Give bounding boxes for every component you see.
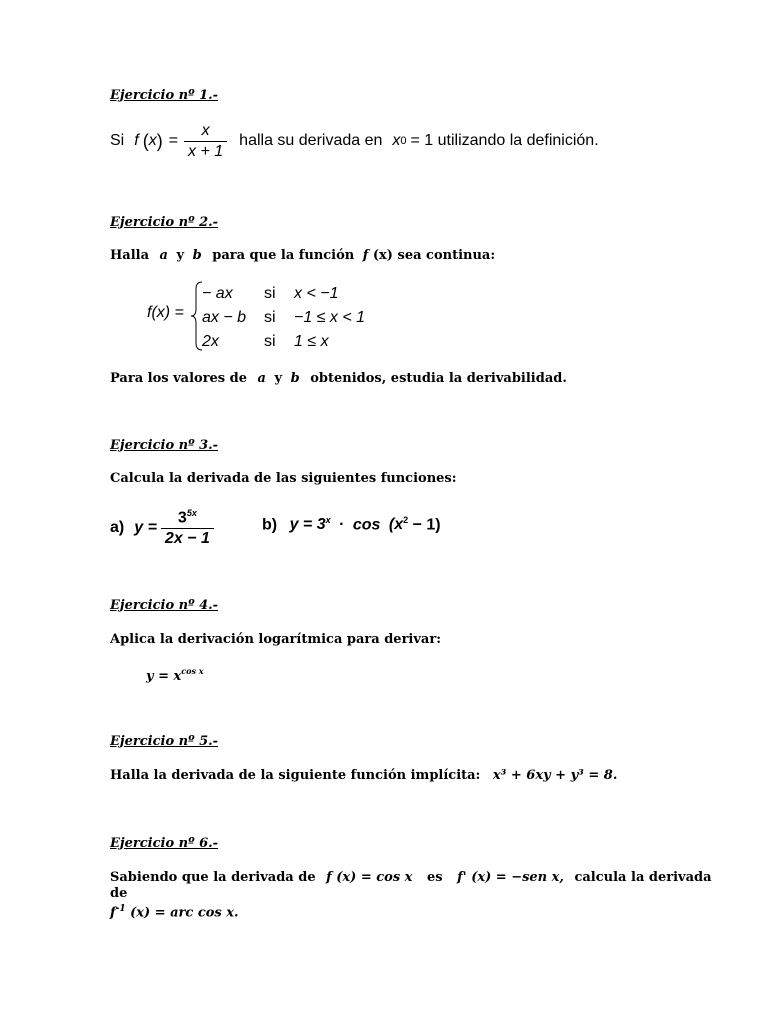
ex1-equals: = [168,132,179,149]
exercise-4-formula [146,666,204,684]
exercise-2-line-2 [110,371,567,386]
ex3-b-dot: · [339,516,345,534]
ex1-x0: x [392,132,401,149]
ex6-arccos: (x) = arc cos x. [130,905,239,921]
ex2-halla: Halla [110,248,150,263]
ex3-a-fraction [161,508,214,548]
exercise-1-heading: Ejercicio nº 1.- [110,88,219,103]
ex2-y: y [274,371,283,386]
exercise-2-line-1 [110,248,495,263]
exercise-3-formula-b [262,515,441,534]
ex1-si: Si [110,132,125,149]
ex1-x0-sub: 0 [400,135,407,147]
piecewise-cond: 1 ≤ x [294,333,329,350]
ex1-f: f [134,132,139,149]
ex1-rparen: ) [156,130,163,151]
ex2-var-a: a [257,371,266,386]
ex2-text-funcion: para que la función [212,248,355,263]
ex6-text-a: Sabiendo que la derivada de [110,870,316,885]
ex2-para-valores: Para los valores de [110,371,248,386]
ex5-formula: x³ + 6xy + y³ = 8. [492,768,618,783]
ex3-a-numerator [174,508,201,528]
ex1-numerator: x [201,121,210,139]
ex1-x: x [148,132,157,149]
ex3-b-arg-end: − 1) [412,516,441,534]
ex2-var-b: b [192,248,202,263]
ex2-text-derivabilidad: obtenidos, estudia la derivabilidad. [310,371,567,386]
exercise-5-line [110,768,617,783]
piecewise-expr: − ax [202,285,233,302]
ex6-inverse-exponent: -1 [115,904,126,914]
ex6-text-b: calcula la derivada [574,870,712,885]
ex1-text-1: halla su derivada en [239,132,383,149]
piecewise-f-label: f(x) = [147,304,184,321]
ex1-text-2: = 1 utilizando la definición. [410,132,599,149]
piecewise-expr: 2x [202,333,219,350]
ex3-b-cos: cos [352,516,381,534]
exercise-4-line: Aplica la derivación logarítmica para derivar: [110,632,441,647]
exercise-3-line: Calcula la derivada de las siguientes funciones: [110,471,457,486]
ex3-a-exponent: 5x [186,507,197,518]
ex1-fraction [184,122,227,161]
exercise-2-heading: Ejercicio nº 2.- [110,215,219,230]
exercise-6-line-3 [110,904,239,920]
ex2-var-a: a [159,248,168,263]
exercise-6-line-1 [110,870,712,885]
piecewise-row [202,282,365,306]
ex3-a-base: 3 [177,509,187,527]
ex6-fprime: f' (x) = −sen x, [457,870,564,885]
exercise-6-line-2: de [110,886,128,901]
ex5-text: Halla la derivada de la siguiente función implícita: [110,768,481,783]
ex4-base: y = x [146,669,182,684]
piecewise-cond: −1 ≤ x < 1 [294,309,366,326]
ex1-lparen: ( [142,130,149,151]
ex2-fx-arg: (x) [372,248,393,263]
ex3-b-arg-exponent: 2 [403,515,409,525]
piecewise-cond: x < −1 [294,285,339,302]
exercise-5-heading: Ejercicio nº 5.- [110,734,219,749]
piecewise-row [202,330,365,354]
ex3-label-b: b) [262,516,278,534]
exercise-3-heading: Ejercicio nº 3.- [110,438,219,453]
piecewise-expr: ax − b [202,309,247,326]
ex2-text-continua: sea continua: [397,248,496,263]
ex3-b-exponent: x [325,515,331,525]
ex3-label-a: a) [110,519,125,536]
exercise-4-heading: Ejercicio nº 4.- [110,598,219,613]
ex2-var-b: b [290,371,300,386]
exercise-1-statement [110,121,599,161]
ex4-exponent: cos x [181,666,204,676]
exercise-6-heading: Ejercicio nº 6.- [110,836,219,851]
exercise-3-formula-a [110,505,214,551]
ex2-f: f [362,248,369,263]
ex2-y: y [176,248,185,263]
ex3-b-arg: (x [388,516,404,534]
ex3-a-denominator: 2x − 1 [161,528,214,548]
piecewise-si: si [264,309,276,326]
ex1-denominator: x + 1 [184,141,227,161]
ex3-b-y: y = 3 [289,516,326,534]
piecewise-rows [202,282,365,354]
ex3-a-y: y = [134,519,157,536]
piecewise-si: si [264,333,276,350]
ex6-es: es [426,870,443,885]
ex6-f: f (x) = cos x [326,870,413,885]
piecewise-si: si [264,285,276,302]
ex6-f-inverse: f [110,905,116,921]
piecewise-row [202,306,365,330]
